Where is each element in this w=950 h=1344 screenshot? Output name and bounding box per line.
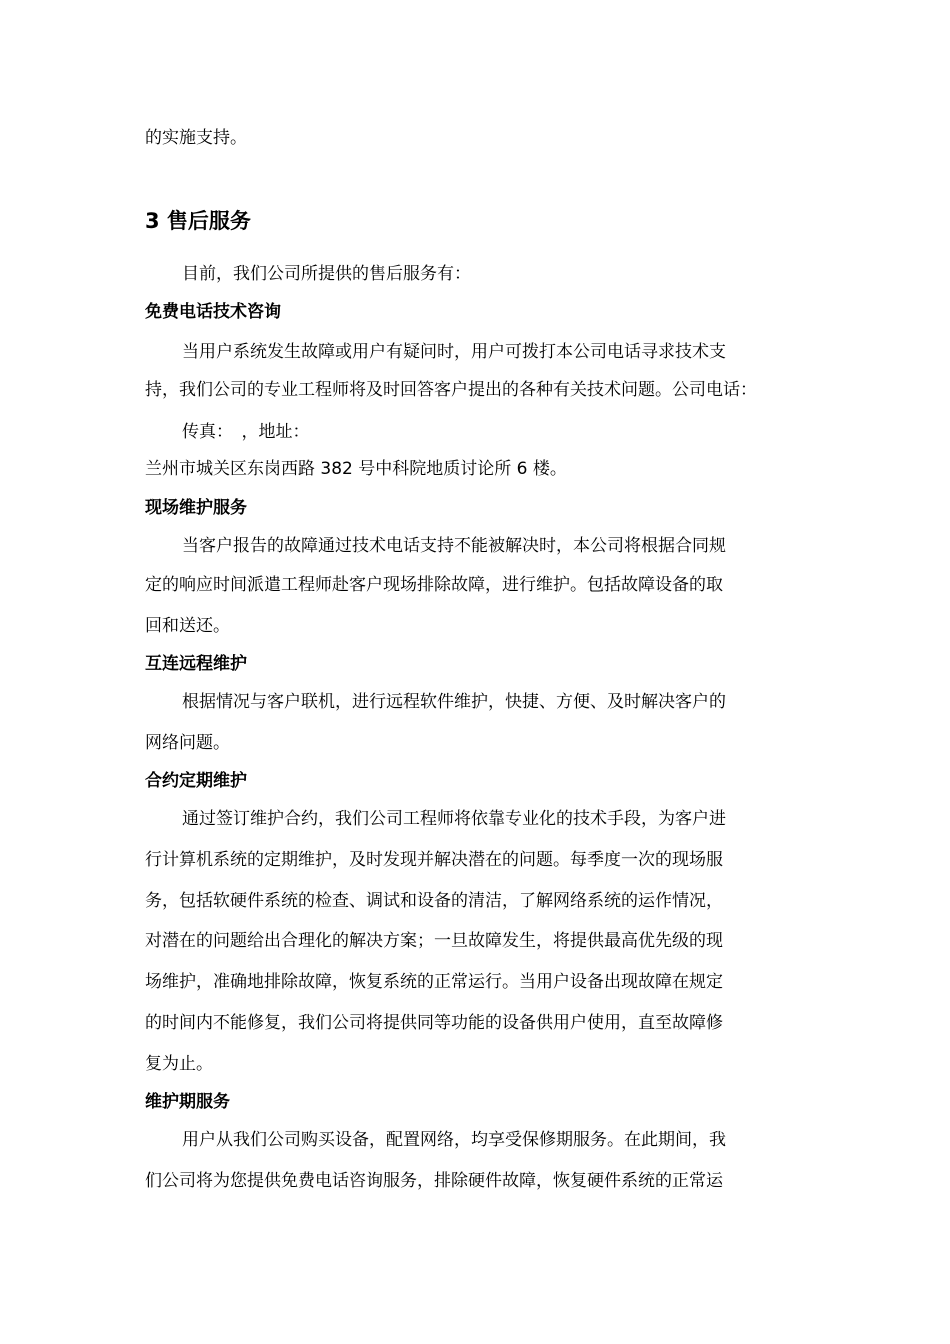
- paragraph-line: 网络问题。: [145, 733, 230, 753]
- intro-paragraph: 目前，我们公司所提供的售后服务有：: [182, 264, 471, 284]
- paragraph-line: 务，包括软硬件系统的检查、调试和设备的清洁，了解网络系统的运作情况，: [145, 891, 723, 911]
- paragraph-line: 持，我们公司的专业工程师将及时回答客户提出的各种有关技术问题。公司电话：: [145, 380, 757, 400]
- paragraph-line: 回和送还。: [145, 616, 230, 636]
- paragraph-line: 的实施支持。: [145, 128, 247, 148]
- paragraph-line: 场维护，准确地排除故障，恢复系统的正常运行。当用户设备出现故障在规定: [145, 972, 723, 992]
- paragraph-line: 根据情况与客户联机，进行远程软件维护，快捷、方便、及时解决客户的: [182, 692, 726, 712]
- subsection-title-warranty: 维护期服务: [145, 1092, 230, 1112]
- paragraph-line: 行计算机系统的定期维护，及时发现并解决潜在的问题。每季度一次的现场服: [145, 850, 723, 870]
- paragraph-line: 对潜在的问题给出合理化的解决方案；一旦故障发生，将提供最高优先级的现: [145, 931, 723, 951]
- paragraph-line: 当用户系统发生故障或用户有疑问时，用户可拨打本公司电话寻求技术支: [182, 342, 726, 362]
- section-title: 3 售后服务: [145, 209, 251, 233]
- paragraph-line: 复为止。: [145, 1054, 213, 1074]
- subsection-title-remote: 互连远程维护: [145, 654, 247, 674]
- paragraph-line: 用户从我们公司购买设备，配置网络，均享受保修期服务。在此期间，我: [182, 1130, 726, 1150]
- paragraph-line: 们公司将为您提供免费电话咨询服务，排除硬件故障，恢复硬件系统的正常运: [145, 1171, 723, 1191]
- address-line: 兰州市城关区东岗西路 382 号中科院地质讨论所 6 楼。: [145, 459, 567, 479]
- subsection-title-phone-support: 免费电话技术咨询: [145, 302, 281, 322]
- paragraph-line: 通过签订维护合约，我们公司工程师将依靠专业化的技术手段，为客户进: [182, 809, 726, 829]
- fax-address-line: 传真： ，地址：: [182, 422, 310, 442]
- paragraph-line: 的时间内不能修复，我们公司将提供同等功能的设备供用户使用，直至故障修: [145, 1013, 723, 1033]
- subsection-title-onsite: 现场维护服务: [145, 498, 247, 518]
- paragraph-line: 当客户报告的故障通过技术电话支持不能被解决时，本公司将根据合同规: [182, 536, 726, 556]
- paragraph-line: 定的响应时间派遣工程师赴客户现场排除故障，进行维护。包括故障设备的取: [145, 575, 723, 595]
- subsection-title-contract: 合约定期维护: [145, 771, 247, 791]
